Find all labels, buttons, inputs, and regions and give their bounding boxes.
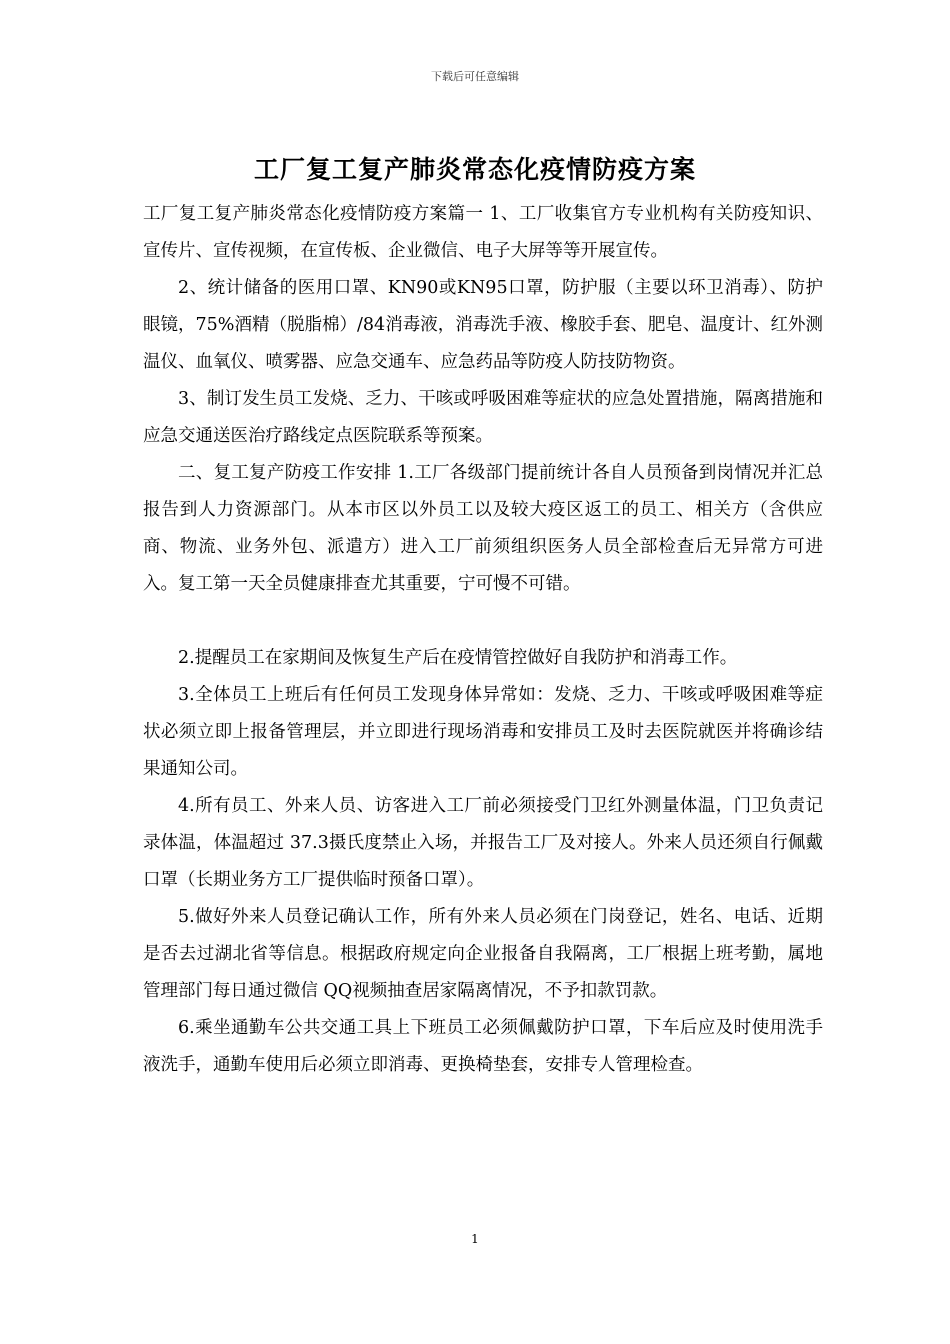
paragraph-item-5: 5.做好外来人员登记确认工作，所有外来人员必须在门岗登记，姓名、电话、近期是否去过湖北省等信息。根据政府规定向企业报备自我隔离，工厂根据上班考勤，属地管理部门每日通过微信 QQ视频抽查居家隔离情况，不予扣款罚款。 bbox=[143, 907, 823, 1001]
document-title: 工厂复工复产肺炎常态化疫情防疫方案 bbox=[253, 155, 696, 184]
paragraph-item-6: 6.乘坐通勤车公共交通工具上下班员工必须佩戴防护口罩，下车后应及时使用洗手液洗手，通勤车使用后必须立即消毒、更换椅垫套，安排专人管理检查。 bbox=[143, 1018, 823, 1075]
paragraph-supplies: 2、统计储备的医用口罩、KN90或KN95口罩，防护服（主要以环卫消毒）、防护眼镜，75%酒精（脱脂棉）/84消毒液，消毒洗手液、橡胶手套、肥皂、温度计、红外测温仪、血氧仪、喷雾器、应急交通车、应急药品等防疫人防技防物资。 bbox=[143, 278, 823, 372]
paragraph-emergency-plan: 3、制订发生员工发烧、乏力、干咳或呼吸困难等症状的应急处置措施，隔离措施和应急交通送医治疗路线定点医院联系等预案。 bbox=[143, 389, 823, 446]
document-body bbox=[143, 196, 823, 1084]
header-note: 下载后可任意编辑 bbox=[431, 70, 519, 83]
paragraph-item-3: 3.全体员工上班后有任何员工发现身体异常如：发烧、乏力、干咳或呼吸困难等症状必须立即上报备管理层，并立即进行现场消毒和安排员工及时去医院就医并将确诊结果通知公司。 bbox=[143, 685, 823, 779]
paragraph-item-2: 2.提醒员工在家期间及恢复生产后在疫情管控做好自我防护和消毒工作。 bbox=[178, 648, 738, 668]
page-number: 1 bbox=[471, 1232, 479, 1246]
paragraph-intro: 工厂复工复产肺炎常态化疫情防疫方案篇一 1、工厂收集官方专业机构有关防疫知识、宣传片、宣传视频，在宣传板、企业微信、电子大屏等等开展宣传。 bbox=[143, 204, 823, 261]
paragraph-item-4: 4.所有员工、外来人员、访客进入工厂前必须接受门卫红外测量体温，门卫负责记录体温，体温超过 37.3摄氏度禁止入场，并报告工厂及对接人。外来人员还须自行佩戴口罩（长期业务方工厂提供临时预备口罩）。 bbox=[143, 796, 823, 890]
paragraph-work-arrangement: 二、复工复产防疫工作安排 1.工厂各级部门提前统计各自人员预备到岗情况并汇总报告到人力资源部门。从本市区以外员工以及较大疫区返工的员工、相关方（含供应商、物流、业务外包、派遣方）进入工厂前须组织医务人员全部检查后无异常方可进入。复工第一天全员健康排查尤其重要，宁可慢不可错。 bbox=[143, 463, 823, 594]
